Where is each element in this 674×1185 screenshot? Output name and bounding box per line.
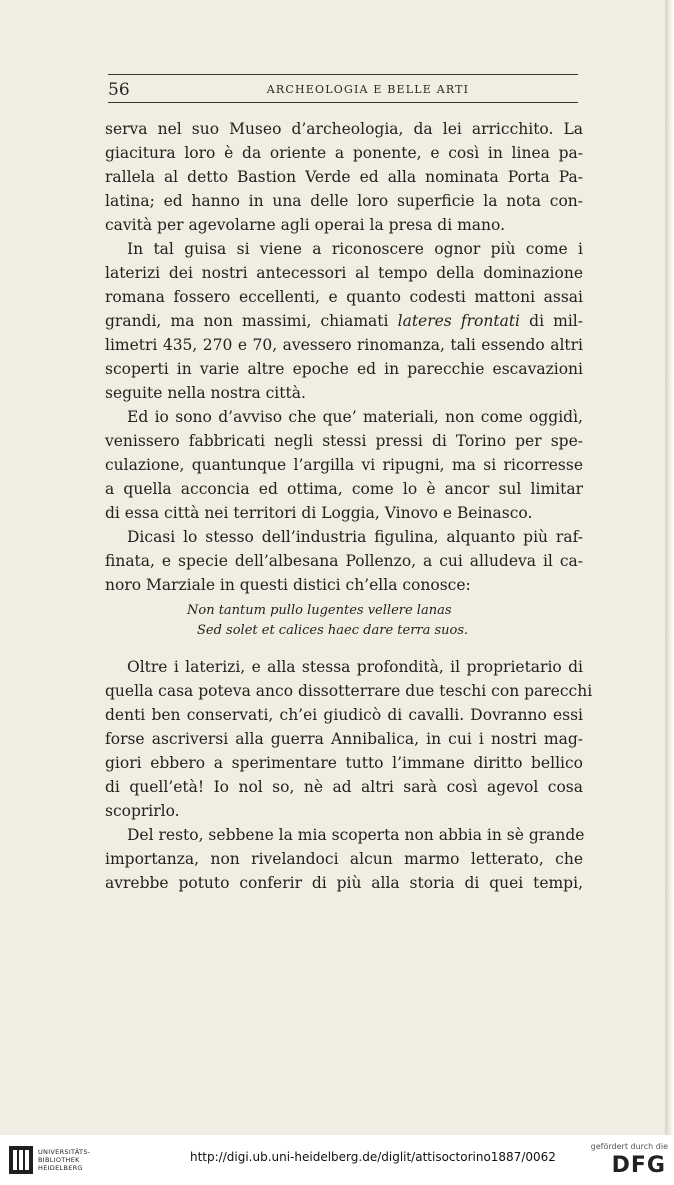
text-line: Del resto, sebbene la mia scoperta non abbia in sè grande — [127, 826, 585, 844]
text-line: finata, e specie dell’albesana Pollenzo, a cui alludeva il ca- — [105, 552, 583, 570]
text-line: denti ben conservati, ch’ei giudicò di cavalli. Dovranno essi — [105, 706, 583, 724]
text-line: seguite nella nostra città. — [105, 384, 306, 402]
text-line: romana fossero eccellenti, e quanto codesti mattoni assai — [105, 288, 583, 306]
text-line: giacitura loro è da oriente a ponente, e così in linea pa- — [105, 144, 583, 162]
text-line: avrebbe potuto conferir di più alla storia di quei tempi, — [105, 874, 583, 892]
header-rule-top — [108, 74, 578, 75]
library-name — [38, 1148, 90, 1172]
text-line: In tal guisa si viene a riconoscere ognor più come i — [127, 240, 583, 258]
text-line: laterizi dei nostri antecessori al tempo della dominazione — [105, 264, 583, 282]
permalink-url[interactable]: http://digi.ub.uni-heidelberg.de/diglit/attisoctorino1887/0062 — [190, 1150, 556, 1164]
university-library-logo-icon — [8, 1145, 34, 1175]
text-line: Dicasi lo stesso dell’industria figulina, alquanto più raf- — [127, 528, 583, 546]
text-line: forse ascriversi alla guerra Annibalica, in cui i nostri mag- — [105, 730, 583, 748]
text-line: Oltre i laterizi, e alla stessa profondità, il proprietario di — [127, 658, 583, 676]
running-header — [108, 80, 578, 100]
viewer-footer — [0, 1135, 674, 1185]
dfg-logo: DFG — [611, 1153, 666, 1178]
page-number: 56 — [108, 80, 130, 100]
text-line: venissero fabbricati negli stessi pressi di Torino per spe- — [105, 432, 583, 450]
text-line: scoprirlo. — [105, 802, 180, 820]
text-line: quella casa poteva anco dissotterrare due teschi con parecchi — [105, 682, 593, 700]
text-line-with-italic — [105, 309, 583, 333]
library-name-line: HEIDELBERG — [38, 1164, 83, 1172]
text-segment: grandi, ma non massimi, chiamati — [105, 312, 398, 330]
library-name-line: BIBLIOTHEK — [38, 1156, 80, 1164]
text-line: a quella acconcia ed ottima, come lo è ancor sul limitar — [105, 480, 583, 498]
header-rule-bottom — [108, 102, 578, 103]
text-line: di quell’età! Io nol so, nè ad altri sarà così agevol cosa — [105, 778, 583, 796]
library-name-line: UNIVERSITÄTS- — [38, 1148, 91, 1156]
text-line: culazione, quantunque l’argilla vi ripugni, ma si ricorresse — [105, 456, 583, 474]
text-line: di essa città nei territori di Loggia, Vinovo e Beinasco. — [105, 504, 533, 522]
italic-term: lateres frontati — [397, 312, 521, 330]
text-line: giori ebbero a sperimentare tutto l’immane diritto bellico — [105, 754, 583, 772]
text-line: importanza, non rivelandoci alcun marmo letterato, che — [105, 850, 583, 868]
page-edge-shadow — [665, 0, 674, 1135]
spacer — [105, 641, 583, 655]
text-line: noro Marziale in questi distici ch’ella conosce: — [105, 576, 471, 594]
verse-line: Sed solet et calices haec dare terra suos. — [197, 623, 469, 638]
body-text — [105, 117, 593, 895]
funding-note: gefördert durch die — [590, 1142, 668, 1151]
text-line: latina; ed hanno in una delle loro superficie la nota con- — [105, 192, 583, 210]
verse-line: Non tantum pullo lugentes vellere lanas — [187, 603, 452, 618]
text-line: Ed io sono d’avviso che que’ materiali, non come oggidì, — [127, 408, 583, 426]
text-segment: di mil- — [520, 312, 584, 330]
text-line: rallela al detto Bastion Verde ed alla nominata Porta Pa- — [105, 168, 583, 186]
running-title: ARCHEOLOGIA E BELLE ARTI — [266, 83, 470, 96]
text-line: serva nel suo Museo d’archeologia, da lei arricchito. La — [105, 120, 583, 138]
text-line: limetri 435, 270 e 70, avessero rinomanza, tali essendo altri — [105, 336, 583, 354]
text-line: cavità per agevolarne agli operai la presa di mano. — [105, 216, 506, 234]
text-line: scoperti in varie altre epoche ed in parecchie escavazioni — [105, 360, 583, 378]
